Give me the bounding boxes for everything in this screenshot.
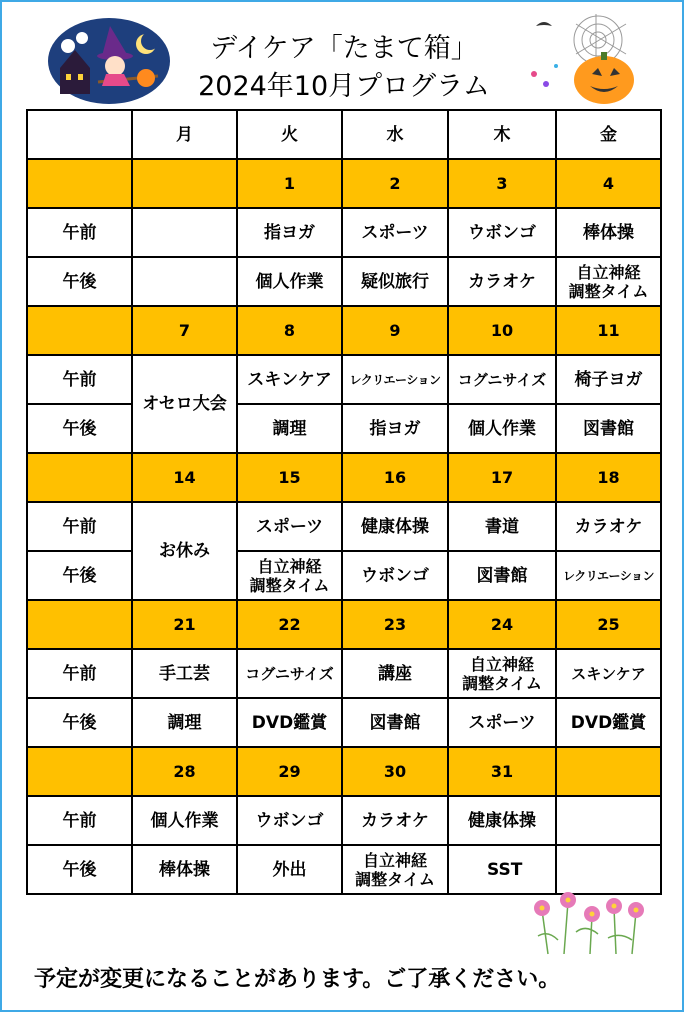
activity-cell: 自立神経 調整タイム [448, 649, 556, 698]
activity-cell: スポーツ [237, 502, 342, 551]
activity-cell: 調理 [132, 698, 237, 747]
header-corner [27, 110, 132, 159]
merged-activity-cell: オセロ大会 [132, 355, 237, 453]
cosmos-flowers-illustration [528, 886, 652, 956]
sheet-subtitle: 2024年10月プログラム [198, 71, 490, 102]
am-row [27, 502, 661, 551]
header-day-thu: 木 [448, 110, 556, 159]
activity-cell: スポーツ [342, 208, 448, 257]
activity-cell: レクリエーション [342, 355, 448, 404]
date-cell: 23 [342, 600, 448, 649]
am-row [27, 355, 661, 404]
date-cell: 11 [556, 306, 661, 355]
date-cell: 22 [237, 600, 342, 649]
activity-cell: 自立神経 調整タイム [342, 845, 448, 894]
date-cell [556, 747, 661, 796]
date-cell: 28 [132, 747, 237, 796]
date-row [27, 453, 661, 502]
activity-cell: スキンケア [237, 355, 342, 404]
header-day-mon: 月 [132, 110, 237, 159]
activity-cell [132, 208, 237, 257]
pm-label: 午後 [27, 845, 132, 894]
date-row [27, 747, 661, 796]
date-cell: 8 [237, 306, 342, 355]
am-row [27, 796, 661, 845]
date-cell: 15 [237, 453, 342, 502]
am-label: 午前 [27, 502, 132, 551]
header-day-fri: 金 [556, 110, 661, 159]
activity-cell: 自立神経 調整タイム [237, 551, 342, 600]
activity-cell: 健康体操 [448, 796, 556, 845]
date-cell: 4 [556, 159, 661, 208]
activity-cell: 指ヨガ [237, 208, 342, 257]
activity-cell: 指ヨガ [342, 404, 448, 453]
date-cell: 16 [342, 453, 448, 502]
date-cell: 10 [448, 306, 556, 355]
pm-label: 午後 [27, 257, 132, 306]
merged-activity-cell: お休み [132, 502, 237, 600]
activity-cell: 手工芸 [132, 649, 237, 698]
activity-cell: 棒体操 [556, 208, 661, 257]
date-row [27, 306, 661, 355]
activity-cell: 図書館 [556, 404, 661, 453]
date-cell: 14 [132, 453, 237, 502]
date-cell: 2 [342, 159, 448, 208]
activity-cell: DVD鑑賞 [556, 698, 661, 747]
activity-cell: SST [448, 845, 556, 894]
activity-cell: ウボンゴ [342, 551, 448, 600]
activity-cell: スポーツ [448, 698, 556, 747]
pm-label: 午後 [27, 404, 132, 453]
date-cell: 30 [342, 747, 448, 796]
pm-label: 午後 [27, 551, 132, 600]
activity-cell: 疑似旅行 [342, 257, 448, 306]
pm-row [27, 551, 661, 600]
date-cell: 3 [448, 159, 556, 208]
date-cell [27, 747, 132, 796]
activity-cell: 図書館 [448, 551, 556, 600]
date-cell [27, 159, 132, 208]
am-label: 午前 [27, 649, 132, 698]
am-row [27, 649, 661, 698]
activity-cell [556, 796, 661, 845]
activity-cell: 個人作業 [132, 796, 237, 845]
pm-row [27, 257, 661, 306]
date-cell [27, 306, 132, 355]
pm-label: 午後 [27, 698, 132, 747]
activity-cell: カラオケ [342, 796, 448, 845]
date-cell: 21 [132, 600, 237, 649]
am-row [27, 208, 661, 257]
date-cell: 18 [556, 453, 661, 502]
notice-text: 予定が変更になることがあります。ご了承ください。 [34, 967, 561, 992]
activity-cell: 書道 [448, 502, 556, 551]
am-label: 午前 [27, 355, 132, 404]
activity-cell: スキンケア [556, 649, 661, 698]
header-day-tue: 火 [237, 110, 342, 159]
date-cell: 17 [448, 453, 556, 502]
activity-cell: 外出 [237, 845, 342, 894]
date-cell [27, 600, 132, 649]
activity-cell: 健康体操 [342, 502, 448, 551]
activity-cell: 椅子ヨガ [556, 355, 661, 404]
date-cell [27, 453, 132, 502]
activity-cell [132, 257, 237, 306]
activity-cell: 棒体操 [132, 845, 237, 894]
activity-cell: コグニサイズ [237, 649, 342, 698]
date-cell: 9 [342, 306, 448, 355]
header-day-wed: 水 [342, 110, 448, 159]
sheet-title: デイケア「たまて箱」 [210, 33, 478, 64]
header-row [27, 110, 661, 159]
date-cell: 29 [237, 747, 342, 796]
date-cell [132, 159, 237, 208]
activity-cell: ウボンゴ [237, 796, 342, 845]
activity-cell: 調理 [237, 404, 342, 453]
date-row [27, 600, 661, 649]
activity-cell: 図書館 [342, 698, 448, 747]
activity-cell: 講座 [342, 649, 448, 698]
date-cell: 24 [448, 600, 556, 649]
date-cell: 7 [132, 306, 237, 355]
activity-cell: カラオケ [448, 257, 556, 306]
activity-cell: レクリエーション [556, 551, 661, 600]
pm-row [27, 404, 661, 453]
date-cell: 31 [448, 747, 556, 796]
activity-cell: 自立神経 調整タイム [556, 257, 661, 306]
program-table [26, 109, 662, 895]
date-cell: 1 [237, 159, 342, 208]
date-cell: 25 [556, 600, 661, 649]
activity-cell: 個人作業 [237, 257, 342, 306]
activity-cell: 個人作業 [448, 404, 556, 453]
activity-cell: DVD鑑賞 [237, 698, 342, 747]
date-row [27, 159, 661, 208]
activity-cell: コグニサイズ [448, 355, 556, 404]
am-label: 午前 [27, 208, 132, 257]
pm-row [27, 698, 661, 747]
am-label: 午前 [27, 796, 132, 845]
activity-cell: ウボンゴ [448, 208, 556, 257]
activity-cell: カラオケ [556, 502, 661, 551]
